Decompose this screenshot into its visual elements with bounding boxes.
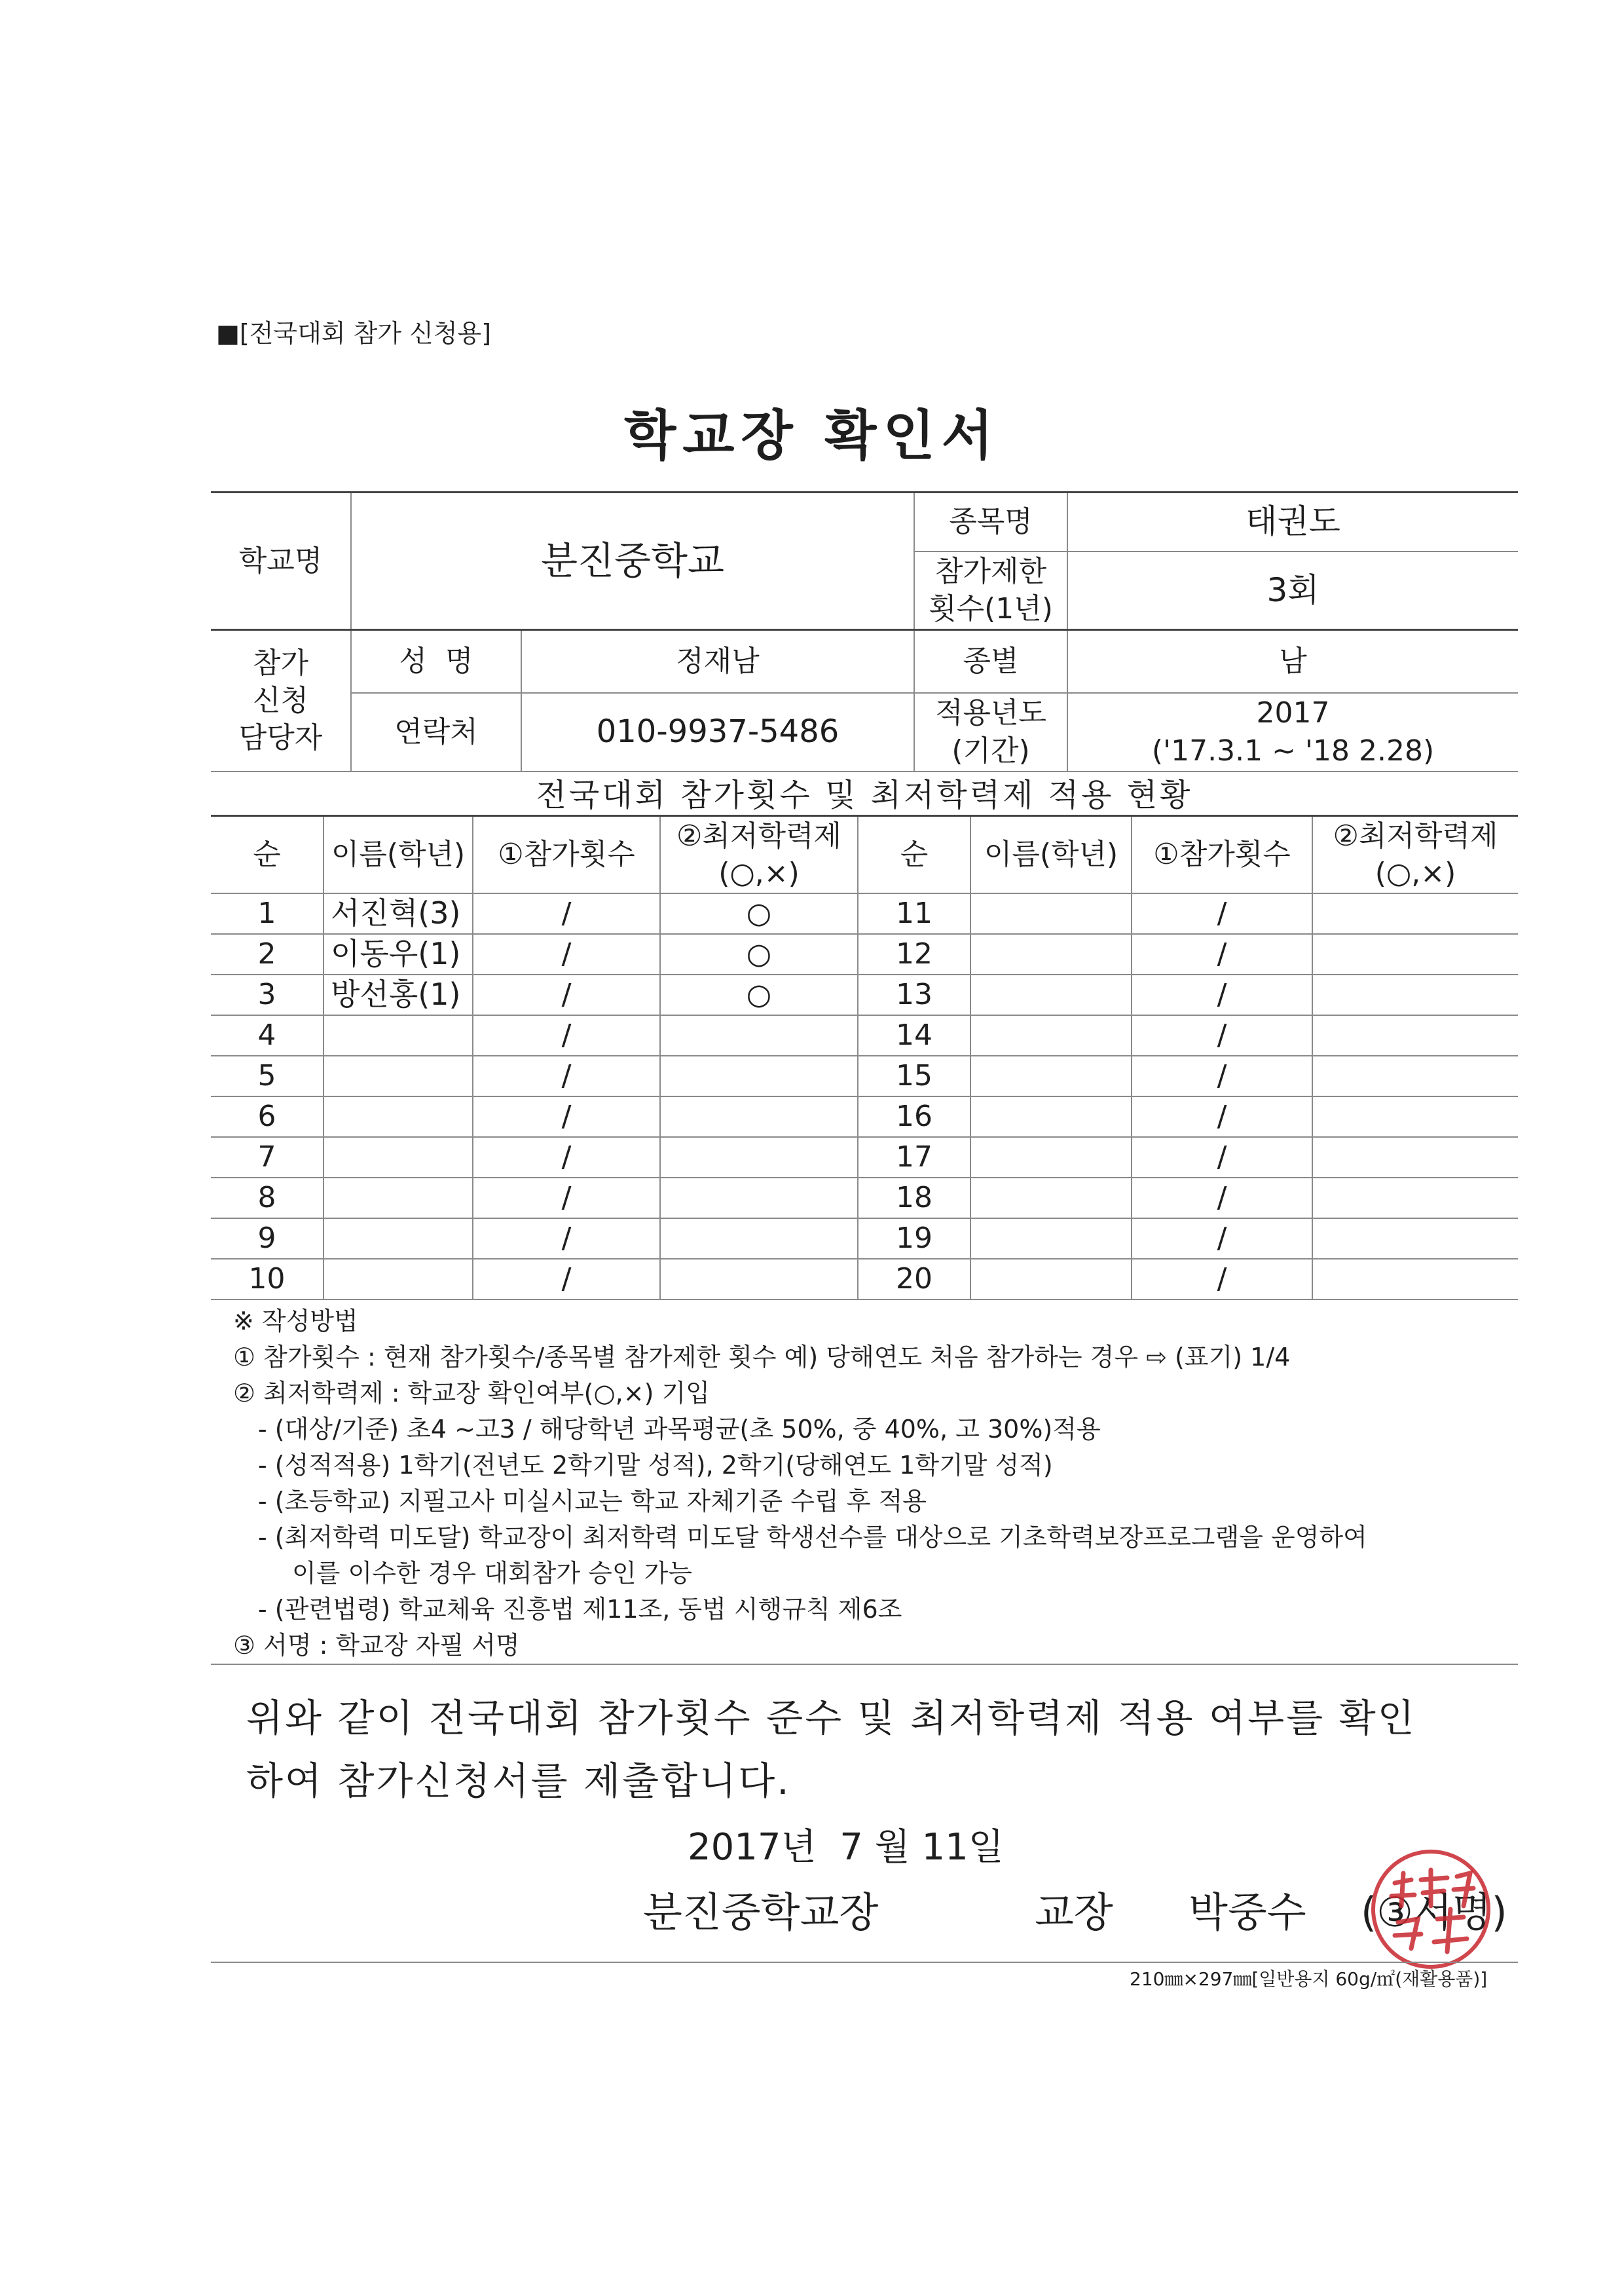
header-no: 순 [858,816,970,894]
note-subitem-continued: 이를 이수한 경우 대회참가 승인 가능 [292,1559,693,1588]
note-subitem: - (대상/기준) 초4 ~고3 / 해당학년 과목평균(초 50%, 중 40%, 고 30%)적용 [258,1415,1101,1444]
row-count: / [1132,1259,1312,1299]
signature-mark: (③서명) [1361,1888,1507,1936]
row-no: 19 [858,1218,970,1259]
row-no: 2 [211,934,323,975]
row-count: / [473,1259,660,1299]
row-min [1312,1218,1518,1259]
row-name [323,1178,473,1218]
signature-school: 분진중학교장 [643,1888,879,1936]
header-name: 이름(학년) [323,816,473,894]
row-no: 9 [211,1218,323,1259]
info-table [211,491,1518,772]
note-item: ① 참가횟수 : 현재 참가횟수/종목별 참가제한 횟수 예) 당해연도 처음 참가하는 경우 ⇨ (표기) 1/4 [233,1343,1291,1371]
row-min: ○ [660,975,858,1015]
page-title: 학교장 확인서 [624,405,1000,467]
declaration-line1: 위와 같이 전국대회 참가횟수 준수 및 최저학력제 적용 여부를 확인 [246,1696,1416,1740]
header-count: ①참가횟수 [473,816,660,894]
row-name [323,1096,473,1137]
row-name [970,1137,1132,1178]
table-row [211,1096,1518,1137]
row-min [660,1218,858,1259]
table-row [211,893,1518,934]
paper-spec: 210㎜×297㎜[일반용지 60g/㎡(재활용품)] [1130,1968,1488,1990]
table-row [211,975,1518,1015]
declaration-line2: 하여 참가신청서를 제출합니다. [246,1759,791,1803]
row-count: / [1132,1218,1312,1259]
row-count: / [473,1137,660,1178]
row-count: / [1132,1015,1312,1056]
table-row [211,1056,1518,1096]
divider [211,1664,1518,1665]
table-row [211,1259,1518,1299]
row-min [660,1137,858,1178]
row-no: 15 [858,1056,970,1096]
row-min: ○ [660,934,858,975]
applicant-label-line2: 신청 [252,684,308,718]
footer-divider [211,1962,1518,1963]
year-value-line1: 2017 [1256,696,1330,730]
signature-title: 교장 [1035,1888,1113,1936]
applicant-label [211,630,351,772]
row-no: 3 [211,975,323,1015]
note-item: ③ 서명 : 학교장 자필 서명 [233,1631,520,1660]
row-no: 16 [858,1096,970,1137]
event-value: 태권도 [1067,493,1518,551]
table-header-row [211,816,1518,894]
table-row [211,1178,1518,1218]
row-no: 7 [211,1137,323,1178]
row-no: 1 [211,893,323,934]
row-count: / [1132,1056,1312,1096]
table-row [211,1218,1518,1259]
row-min [660,1259,858,1299]
row-no: 4 [211,1015,323,1056]
row-no: 13 [858,975,970,1015]
period-value: ('17.3.1 ~ '18 2.28) [1151,734,1435,768]
note-item: ② 최저학력제 : 학교장 확인여부(○,×) 기입 [233,1379,710,1408]
limit-label [914,551,1067,630]
row-no: 18 [858,1178,970,1218]
row-no: 14 [858,1015,970,1056]
signature-name: 박중수 [1189,1888,1306,1936]
name-value: 정재남 [521,630,914,693]
row-min [660,1056,858,1096]
row-count: / [473,893,660,934]
row-name [970,1015,1132,1056]
form-tag: ■[전국대회 참가 신청용] [216,319,492,348]
row-min [1312,1096,1518,1137]
gender-label: 종별 [914,630,1067,693]
instructions [233,1303,1367,1664]
row-name: 이동우(1) [323,934,473,975]
row-name [970,1178,1132,1218]
row-name [323,1137,473,1178]
official-seal-icon [1365,1844,1496,1975]
row-min [1312,1137,1518,1178]
row-min [1312,1259,1518,1299]
row-min [1312,934,1518,975]
row-min [660,1015,858,1056]
declaration [246,1687,1416,1812]
row-name [323,1259,473,1299]
row-count: / [1132,1178,1312,1218]
row-no: 11 [858,893,970,934]
row-no: 20 [858,1259,970,1299]
header-min-line1: ②최저학력제 [676,819,841,853]
row-count: / [473,1096,660,1137]
row-name [323,1056,473,1096]
gender-value: 남 [1067,630,1518,693]
row-name [970,1259,1132,1299]
row-count: / [1132,934,1312,975]
note-subitem: - (관련법령) 학교체육 진흥법 제11조, 동법 시행규칙 제6조 [258,1595,902,1624]
school-value: 분진중학교 [351,493,914,630]
notes-heading: ※ 작성방법 [233,1307,358,1335]
row-count: / [473,1178,660,1218]
row-min [660,1096,858,1137]
header-min-line1: ②최저학력제 [1333,819,1498,853]
row-count: / [1132,975,1312,1015]
note-subitem: - (초등학교) 지필고사 미실시교는 학교 자체기준 수립 후 적용 [258,1487,927,1516]
row-no: 10 [211,1259,323,1299]
table-row [211,1015,1518,1056]
row-min: ○ [660,893,858,934]
header-min-line2: (○,×) [718,857,800,890]
header-min [660,816,858,894]
contact-value: 010-9937-5486 [521,693,914,772]
row-no: 12 [858,934,970,975]
row-count: / [1132,893,1312,934]
row-min [660,1178,858,1218]
row-min [1312,1178,1518,1218]
year-value [1067,693,1518,772]
row-count: / [1132,1096,1312,1137]
row-name [323,1218,473,1259]
row-min [1312,893,1518,934]
row-name [970,975,1132,1015]
header-min [1312,816,1518,894]
row-name [970,893,1132,934]
header-no: 순 [211,816,323,894]
row-min [1312,975,1518,1015]
row-count: / [473,1015,660,1056]
year-label-line1: 적용년도 [935,696,1047,730]
row-min [1312,1015,1518,1056]
header-count: ①참가횟수 [1132,816,1312,894]
row-name: 서진혁(3) [323,893,473,934]
applicant-label-line1: 참가 [252,646,308,680]
header-min-line2: (○,×) [1375,857,1456,890]
contact-label: 연락처 [351,693,521,772]
school-label: 학교명 [211,493,351,630]
row-name [970,1096,1132,1137]
event-label: 종목명 [914,493,1067,551]
table-row [211,934,1518,975]
row-name: 방선홍(1) [323,975,473,1015]
row-no: 5 [211,1056,323,1096]
row-name [970,934,1132,975]
table-row [211,1137,1518,1178]
row-count: / [473,1056,660,1096]
participation-table [211,815,1518,1300]
applicant-label-line3: 담당자 [238,721,323,755]
row-no: 6 [211,1096,323,1137]
section-title: 전국대회 참가횟수 및 최저학력제 적용 현황 [536,777,1193,813]
header-name: 이름(학년) [970,816,1132,894]
row-name [323,1015,473,1056]
limit-label-line2: 횟수(1년) [929,592,1053,626]
year-label-line2: (기간) [951,734,1030,768]
row-no: 17 [858,1137,970,1178]
row-count: / [473,975,660,1015]
row-no: 8 [211,1178,323,1218]
limit-value: 3회 [1067,551,1518,630]
row-name [970,1056,1132,1096]
row-count: / [1132,1137,1312,1178]
name-label: 성 명 [351,630,521,693]
limit-label-line1: 참가제한 [935,555,1047,589]
issue-date: 2017년 7 월 11일 [688,1826,1004,1869]
row-count: / [473,1218,660,1259]
row-min [1312,1056,1518,1096]
note-subitem: - (성적적용) 1학기(전년도 2학기말 성적), 2학기(당해연도 1학기말 성적) [258,1451,1053,1480]
row-count: / [473,934,660,975]
year-label [914,693,1067,772]
row-name [970,1218,1132,1259]
note-subitem: - (최저학력 미도달) 학교장이 최저학력 미도달 학생선수를 대상으로 기초학력보장프로그램을 운영하여 [258,1523,1367,1552]
